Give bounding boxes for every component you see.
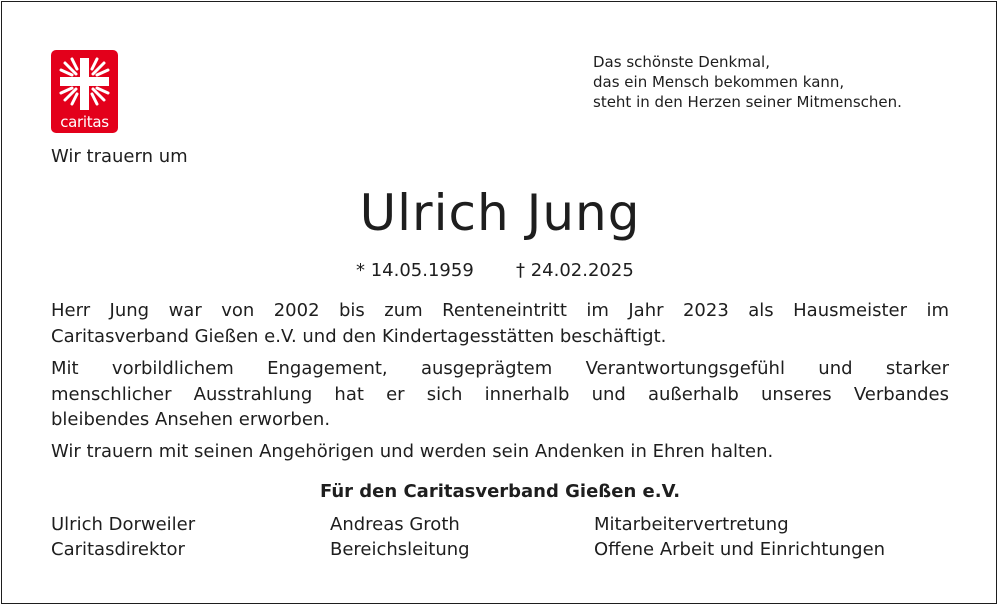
signer-name: Ulrich Dorweiler [51,514,196,535]
signer-role: Offene Arbeit und Einrichtungen [594,539,886,560]
memorial-quote [593,52,902,112]
signer-name: Andreas Groth [330,514,460,535]
paragraph-line: Herr Jung war von 2002 bis zum Renteneintritt im Jahr 2023 als Hausmeister im [51,300,949,321]
quote-line: steht in den Herzen seiner Mitmenschen. [593,93,902,111]
signer-block [594,512,885,562]
paragraph-line: Caritasverband Gießen e.V. und den Kindertagesstätten beschäftigt. [51,325,667,347]
closing-paragraph [51,439,949,465]
quote-line: das ein Mensch bekommen kann, [593,73,845,91]
quote-line: Das schönste Denkmal, [593,53,770,71]
deceased-name: Ulrich Jung [359,184,641,242]
signer-role: Caritasdirektor [51,539,185,560]
signer-block [330,512,470,562]
career-paragraph [51,298,949,349]
paragraph-line: bleibendes Ansehen erworben. [51,409,331,430]
flame-cross-icon [51,50,118,116]
caritas-logo [51,50,118,133]
tribute-paragraph [51,356,949,433]
signer-role: Bereichsleitung [330,539,470,560]
mourning-intro: Wir trauern um [51,146,188,167]
birth-date: * 14.05.1959 [356,260,474,281]
paragraph-line: menschlicher Ausstrahlung hat er sich innerhalb und außerhalb unseres Verbandes [51,383,949,405]
signer-block [51,512,195,562]
paragraph-line: Mit vorbildlichem Engagement, ausgeprägtem Verantwortungsgefühl und starker [51,358,949,379]
signer-name: Mitarbeitervertretung [594,514,789,535]
organization-signature-heading: Für den Caritasverband Gießen e.V. [319,481,681,502]
death-date: † 24.02.2025 [516,260,634,281]
paragraph-line: Wir trauern mit seinen Angehörigen und werden sein Andenken in Ehren halten. [51,441,774,462]
logo-wordmark: caritas [60,113,109,131]
